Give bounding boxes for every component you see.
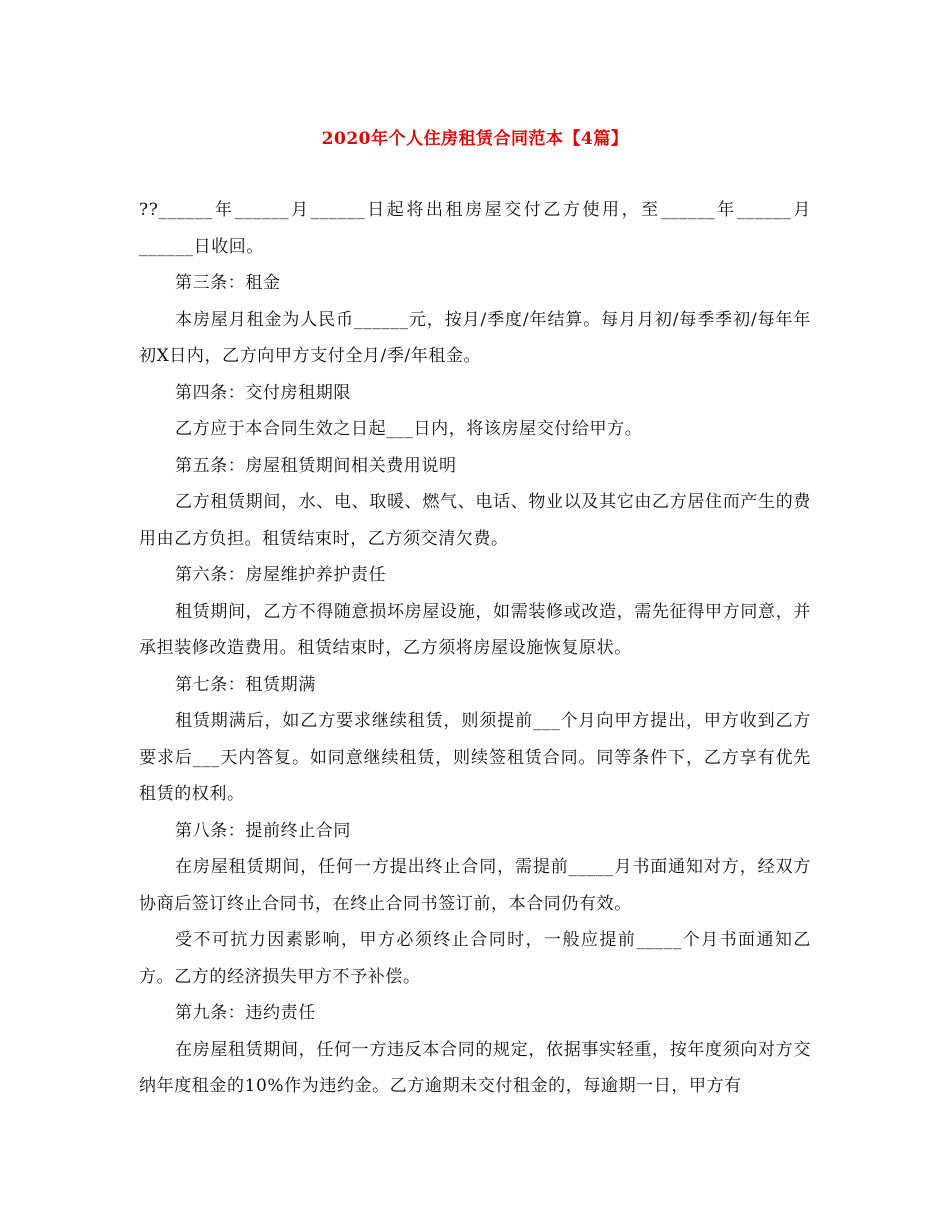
- paragraph-maintenance: 租赁期间，乙方不得随意损坏房屋设施，如需装修或改造，需先征得甲方同意，并承担装修改造费用。租赁结束时，乙方须将房屋设施恢复原状。: [139, 601, 811, 658]
- document-body: [139, 192, 811, 1105]
- article-heading-7: 第七条：租赁期满: [175, 674, 316, 695]
- article-heading-8: 第八条：提前终止合同: [175, 820, 351, 841]
- paragraph-payment-deadline: 乙方应于本合同生效之日起___日内，将该房屋交付给甲方。: [175, 419, 643, 439]
- paragraph-lease-term: ??______年______月______日起将出租房屋交付乙方使用，至______年______月______日收回。: [139, 200, 811, 257]
- paragraph-expenses: 乙方租赁期间，水、电、取暖、燃气、电话、物业以及其它由乙方居住而产生的费用由乙方负担。租赁结束时，乙方须交清欠费。: [139, 492, 811, 549]
- article-heading-3: 第三条：租金: [175, 273, 281, 293]
- article-heading-9: 第九条：违约责任: [175, 1003, 316, 1023]
- article-heading-5: 第五条：房屋租赁期间相关费用说明: [175, 455, 457, 476]
- article-heading-4: 第四条：交付房租期限: [175, 382, 351, 403]
- paragraph-lease-expiry: 租赁期满后，如乙方要求继续租赁，则须提前___个月向甲方提出，甲方收到乙方要求后___天内答复。如同意继续租赁，则续签租赁合同。同等条件下，乙方享有优先租赁的权利。: [139, 711, 811, 804]
- paragraph-liability: 在房屋租赁期间，任何一方违反本合同的规定，依据事实轻重，按年度须向对方交纳年度租金的10%作为违约金。乙方逾期未交付租金的，每逾期一日，甲方有: [139, 1039, 811, 1096]
- paragraph-force-majeure: 受不可抗力因素影响，甲方必须终止合同时，一般应提前_____个月书面通知乙方。乙方的经济损失甲方不予补偿。: [139, 930, 811, 987]
- document-title: 2020年个人住房租赁合同范本【4篇】: [321, 129, 629, 149]
- paragraph-early-termination: 在房屋租赁期间，任何一方提出终止合同，需提前_____月书面通知对方，经双方协商后签订终止合同书，在终止合同书签订前，本合同仍有效。: [139, 857, 811, 914]
- article-heading-6: 第六条：房屋维护养护责任: [175, 565, 387, 585]
- paragraph-rent: 本房屋月租金为人民币______元，按月/季度/年结算。每月月初/每季季初/每年年初X日内，乙方向甲方支付全月/季/年租金。: [139, 309, 811, 366]
